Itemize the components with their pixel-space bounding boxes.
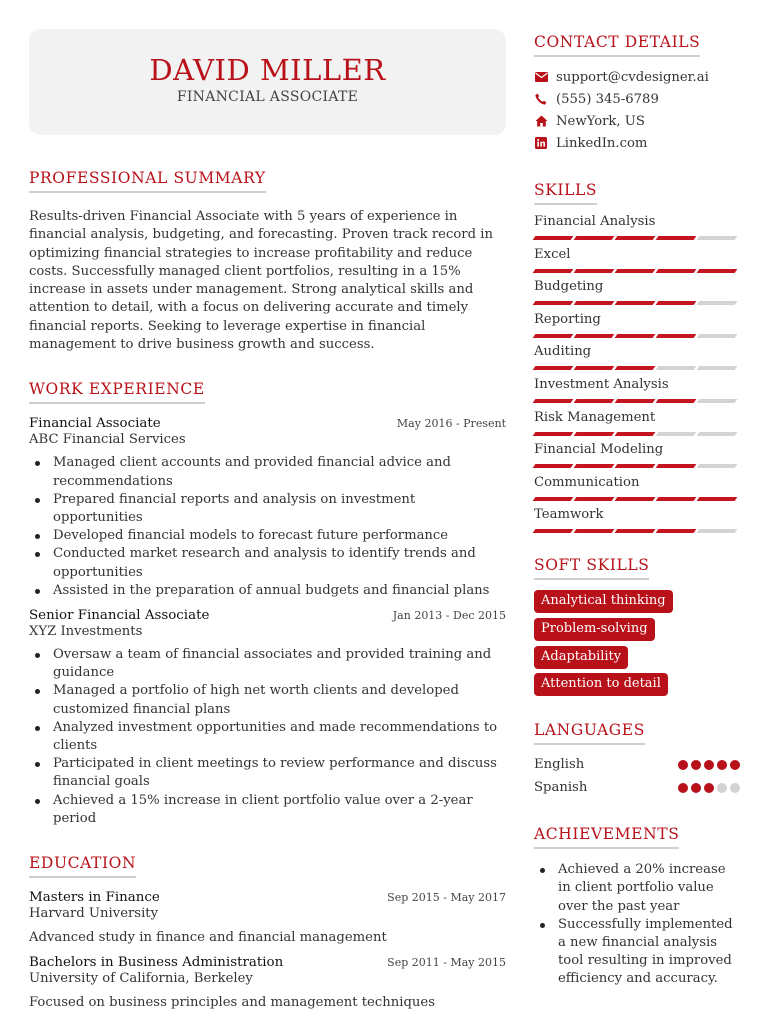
degree-title: Bachelors in Business Administration	[29, 955, 284, 971]
email-text: support@cvdesigner.ai	[556, 69, 709, 85]
school-name: Harvard University	[29, 906, 159, 922]
list-item: Achieved a 20% increase in client portfolio value over the past year	[534, 861, 740, 916]
skill-item	[534, 376, 740, 409]
header-card	[29, 29, 506, 135]
skills-heading: SKILLS	[534, 181, 597, 205]
skill-level-segment	[656, 399, 697, 403]
skill-level-segment	[656, 301, 697, 305]
skill-level-segment	[574, 366, 615, 370]
skill-name: Investment Analysis	[534, 376, 669, 392]
skill-level-bar	[534, 432, 740, 436]
skill-level-bar	[534, 399, 740, 403]
skill-level-segment	[697, 269, 738, 273]
skill-level-segment	[533, 464, 574, 468]
skill-level-segment	[574, 334, 615, 338]
skills-section	[534, 180, 740, 539]
skill-level-segment	[574, 399, 615, 403]
summary-heading: PROFESSIONAL SUMMARY	[29, 169, 266, 193]
education-entry	[29, 890, 506, 947]
job-date: May 2016 - Present	[396, 417, 506, 431]
list-item: Conducted market research and analysis to identify trends and opportunities	[29, 545, 506, 581]
list-item: Participated in client meetings to review performance and discuss financial goals	[29, 755, 506, 791]
skill-level-bar	[534, 334, 740, 338]
skill-name: Excel	[534, 246, 571, 262]
skill-level-segment	[574, 301, 615, 305]
skill-level-segment	[656, 334, 697, 338]
job-entry	[29, 416, 506, 600]
skill-level-segment	[656, 529, 697, 533]
job-date: Jan 2013 - Dec 2015	[392, 609, 506, 622]
skill-item	[534, 506, 740, 539]
candidate-name: DAVID MILLER	[149, 53, 386, 87]
soft-skill-tag: Problem-solving	[534, 618, 655, 641]
skill-level-segment	[697, 399, 738, 403]
linkedin-text: LinkedIn.com	[556, 135, 648, 151]
list-item: Analyzed investment opportunities and made recommendations to clients	[29, 719, 506, 755]
soft-skills-section	[534, 555, 740, 700]
language-level-dot	[678, 760, 688, 770]
skill-level-segment	[615, 236, 656, 240]
language-level-dot	[730, 783, 740, 793]
education-entry	[29, 955, 506, 1012]
skill-item	[534, 246, 740, 279]
skill-level-segment	[574, 497, 615, 501]
language-level-dot	[704, 760, 714, 770]
school-name: University of California, Berkeley	[29, 971, 253, 987]
job-title: Financial Associate	[29, 416, 161, 432]
skills-list	[534, 213, 740, 539]
candidate-title: FINANCIAL ASSOCIATE	[176, 89, 359, 105]
contact-linkedin[interactable]	[534, 132, 740, 154]
skill-level-segment	[533, 236, 574, 240]
skill-level-bar	[534, 269, 740, 273]
language-level-dot	[717, 760, 727, 770]
job-bullets	[29, 454, 506, 600]
language-level-dot	[717, 783, 727, 793]
achievements-list	[534, 861, 740, 988]
skill-level-segment	[615, 497, 656, 501]
languages-heading: LANGUAGES	[534, 721, 645, 745]
skill-name: Auditing	[534, 344, 592, 360]
language-name: English	[534, 757, 585, 773]
skill-level-segment	[574, 529, 615, 533]
list-item: Successfully implemented a new financial analysis tool resulting in improved efficiency and accuracy.	[534, 916, 740, 989]
skill-item	[534, 213, 740, 246]
language-item	[534, 753, 740, 776]
skill-name: Reporting	[534, 311, 601, 327]
skill-level-segment	[533, 301, 574, 305]
soft-skills-heading: SOFT SKILLS	[534, 556, 649, 580]
list-item: Managed client accounts and provided financial advice and recommendations	[29, 454, 506, 490]
contact-heading: CONTACT DETAILS	[534, 33, 700, 57]
degree-date: Sep 2011 - May 2015	[387, 956, 506, 970]
skill-level-segment	[574, 269, 615, 273]
right-column	[534, 32, 740, 989]
job-bullets	[29, 646, 506, 828]
skill-item	[534, 409, 740, 442]
skill-level-segment	[574, 464, 615, 468]
education-section	[29, 853, 506, 1013]
soft-skill-tag: Adaptability	[534, 646, 628, 669]
degree-description: Focused on business principles and management techniques	[29, 995, 435, 1011]
list-item: Achieved a 15% increase in client portfolio value over a 2-year period	[29, 792, 506, 828]
list-item: Assisted in the preparation of annual budgets and financial plans	[29, 582, 506, 600]
language-level-dot	[691, 783, 701, 793]
language-level-dots	[678, 783, 740, 793]
skill-level-segment	[615, 399, 656, 403]
skill-level-segment	[574, 432, 615, 436]
skill-level-bar	[534, 236, 740, 240]
phone-icon	[534, 92, 548, 106]
skill-level-segment	[697, 301, 738, 305]
skill-item	[534, 278, 740, 311]
achievements-section	[534, 824, 740, 988]
degree-title: Masters in Finance	[29, 890, 160, 906]
list-item: Prepared financial reports and analysis on investment opportunities	[29, 491, 506, 527]
skill-level-bar	[534, 497, 740, 501]
job-title: Senior Financial Associate	[29, 608, 210, 623]
skill-level-segment	[697, 464, 738, 468]
skill-level-segment	[533, 399, 574, 403]
skill-level-segment	[533, 334, 574, 338]
contact-email[interactable]	[534, 66, 740, 88]
language-level-dot	[704, 783, 714, 793]
skill-name: Communication	[534, 474, 640, 490]
linkedin-icon	[534, 136, 548, 150]
skill-name: Teamwork	[534, 507, 604, 523]
skill-level-segment	[656, 236, 697, 240]
degree-date: Sep 2015 - May 2017	[387, 891, 506, 905]
skill-level-segment	[533, 432, 574, 436]
skill-item	[534, 474, 740, 507]
skill-name: Risk Management	[534, 409, 656, 425]
skill-level-segment	[615, 334, 656, 338]
language-name: Spanish	[534, 780, 588, 796]
skill-level-segment	[533, 529, 574, 533]
left-column	[29, 29, 506, 1013]
contact-phone[interactable]	[534, 88, 740, 110]
language-level-dot	[678, 783, 688, 793]
skill-level-bar	[534, 366, 740, 370]
skill-item	[534, 441, 740, 474]
skill-item	[534, 343, 740, 376]
skill-level-segment	[656, 269, 697, 273]
job-company: XYZ Investments	[29, 624, 143, 639]
skill-level-segment	[615, 432, 656, 436]
summary-section	[29, 168, 506, 354]
skill-level-segment	[533, 366, 574, 370]
contact-section	[534, 32, 740, 154]
skill-level-segment	[656, 432, 697, 436]
skill-level-segment	[656, 366, 697, 370]
language-level-dot	[691, 760, 701, 770]
home-icon	[534, 114, 548, 128]
skill-level-segment	[697, 497, 738, 501]
skill-level-segment	[615, 301, 656, 305]
skill-level-segment	[697, 529, 738, 533]
skill-name: Budgeting	[534, 279, 604, 295]
skill-level-segment	[533, 497, 574, 501]
languages-list	[534, 753, 740, 799]
skill-level-segment	[574, 236, 615, 240]
skill-item	[534, 311, 740, 344]
languages-section	[534, 720, 740, 799]
contact-location	[534, 110, 740, 132]
experience-heading: WORK EXPERIENCE	[29, 380, 205, 404]
skill-level-segment	[697, 432, 738, 436]
language-level-dots	[678, 760, 740, 770]
skill-level-bar	[534, 529, 740, 533]
skill-level-segment	[697, 236, 738, 240]
summary-text: Results-driven Financial Associate with 5 years of experience in financial analysis, budgeting, and forecasting. Proven track record in optimizing financial strategies to increase profitability and reduce costs. Successfully managed client portfolios, resulting in a 15% increase in assets under management. Strong analytical skills and attention to detail, with a focus on delivering accurate and timely financial reports. Seeking to leverage expertise in financial management to drive business growth and success.	[29, 209, 493, 353]
skill-level-segment	[615, 529, 656, 533]
list-item: Developed financial models to forecast future performance	[29, 527, 506, 545]
location-text: NewYork, US	[556, 113, 645, 129]
skill-level-segment	[615, 269, 656, 273]
skill-name: Financial Modeling	[534, 442, 664, 458]
phone-text: (555) 345-6789	[556, 91, 659, 107]
skill-level-segment	[697, 366, 738, 370]
soft-skill-tag: Attention to detail	[534, 673, 668, 696]
language-item	[534, 776, 740, 799]
envelope-icon	[534, 70, 548, 84]
job-company: ABC Financial Services	[29, 432, 186, 448]
list-item: Managed a portfolio of high net worth clients and developed customized financial plans	[29, 682, 506, 718]
degree-description: Advanced study in finance and financial management	[29, 930, 387, 946]
job-entry	[29, 608, 506, 828]
skill-level-segment	[656, 497, 697, 501]
list-item: Oversaw a team of financial associates and provided training and guidance	[29, 646, 506, 682]
skill-level-segment	[533, 269, 574, 273]
skill-level-segment	[615, 366, 656, 370]
skill-level-bar	[534, 301, 740, 305]
soft-skill-tag: Analytical thinking	[534, 590, 673, 613]
skill-name: Financial Analysis	[534, 214, 656, 229]
language-level-dot	[730, 760, 740, 770]
achievements-heading: ACHIEVEMENTS	[534, 825, 679, 849]
experience-section	[29, 379, 506, 828]
skill-level-segment	[615, 464, 656, 468]
skill-level-segment	[697, 334, 738, 338]
skill-level-bar	[534, 464, 740, 468]
education-heading: EDUCATION	[29, 854, 136, 878]
skill-level-segment	[656, 464, 697, 468]
